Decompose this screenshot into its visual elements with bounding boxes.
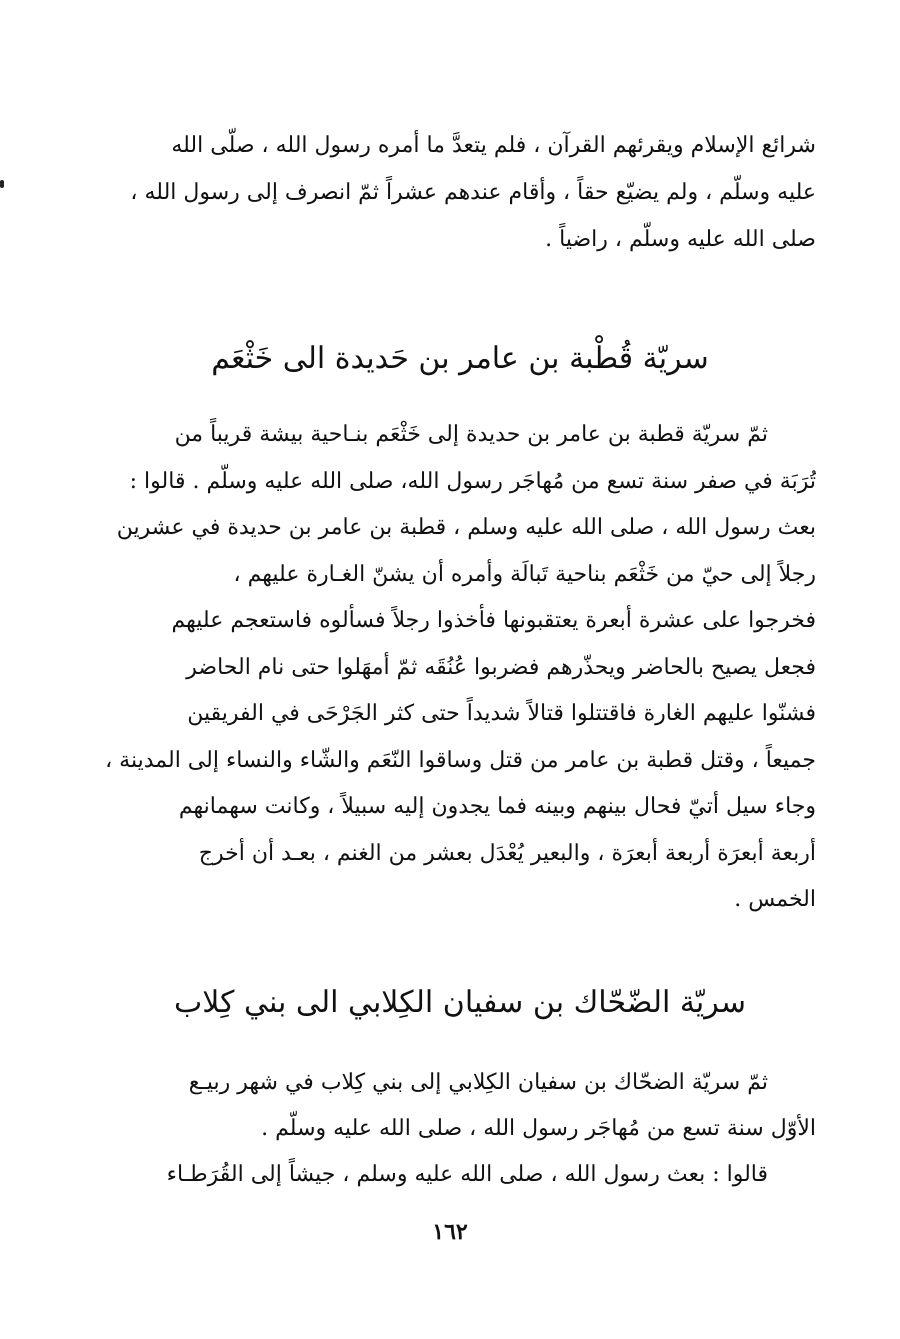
text-line: أربعة أبعرَة أربعة أبعرَة ، والبعير يُعْدَل بعشر من الغنم ، بعـد أن أخرج bbox=[198, 840, 816, 866]
text-line: الخمس . bbox=[734, 887, 816, 912]
text-line: تُرَبَة في صفر سنة تسع من مُهاجَر رسول الله، صلى الله عليه وسلّم . قالوا : bbox=[129, 468, 816, 494]
text-line: رجلاً إلى حيّ من خَثْعَم بناحية تَبالَة وأمره أن يشنّ الغـارة عليهم ، bbox=[233, 561, 816, 587]
page-number: ١٦٢ bbox=[432, 1219, 468, 1245]
section-paragraph bbox=[104, 412, 816, 924]
text-line: صلى الله عليه وسلّم ، راضياً . bbox=[545, 227, 816, 252]
text-line: الأوّل سنة تسع من مُهاجَر رسول الله ، صلى الله عليه وسلّم . bbox=[261, 1116, 816, 1141]
text-line: ثمّ سريّة قطبة بن عامر بن حديدة إلى خَثْعَم بنـاحية بيشة قريباً من bbox=[174, 422, 768, 447]
section-heading: سريّة قُطْبة بن عامر بن حَديدة الى خَثْعَم bbox=[211, 341, 709, 376]
text-line: وجاء سيل أتيّ فحال بينهم وبينه فما يجدون إليه سبيلاً ، وكانت سهمانهم bbox=[178, 794, 816, 819]
margin-mark bbox=[0, 180, 4, 188]
section-paragraph bbox=[104, 1060, 816, 1198]
top-paragraph bbox=[104, 122, 816, 263]
text-line: فشنّوا عليهم الغارة فاقتتلوا قتالاً شديداً حتى كثر الجَرْحَى في الفريقين bbox=[187, 701, 816, 726]
text-line: بعث رسول الله ، صلى الله عليه وسلم ، قطبة بن عامر بن حديدة في عشرين bbox=[116, 515, 816, 540]
section-heading: سريّة الضّحّاك بن سفيان الكِلابي الى بني كِلاب bbox=[174, 985, 746, 1020]
text-line: جميعاً ، وقتل قطبة بن عامر من قتل وساقوا النّعَم والشّاء والنساء إلى المدينة ، bbox=[105, 747, 816, 773]
text-line: قالوا : بعث رسول الله ، صلى الله عليه وسلم ، جيشاً إلى القُرَطـاء bbox=[166, 1162, 768, 1187]
text-line: فجعل يصيح بالحاضر ويحذّرهم فضربوا عُنُقَه ثمّ أمهَلوا حتى نام الحاضر bbox=[186, 654, 816, 680]
text-line: شرائع الإسلام ويقرئهم القرآن ، فلم يتعدَّ ما أمره رسول الله ، صلّى الله bbox=[171, 133, 816, 158]
text-line: عليه وسلّم ، ولم يضيّع حقاً ، وأقام عندهم عشراً ثمّ انصرف إلى رسول الله ، bbox=[130, 180, 816, 205]
text-line: ثمّ سريّة الضحّاك بن سفيان الكِلابي إلى بني كِلاب في شهر ربيـع bbox=[188, 1070, 768, 1095]
text-line: فخرجوا على عشرة أبعرة يعتقبونها فأخذوا رجلاً فسألوه فاستعجم عليهم bbox=[171, 608, 816, 633]
